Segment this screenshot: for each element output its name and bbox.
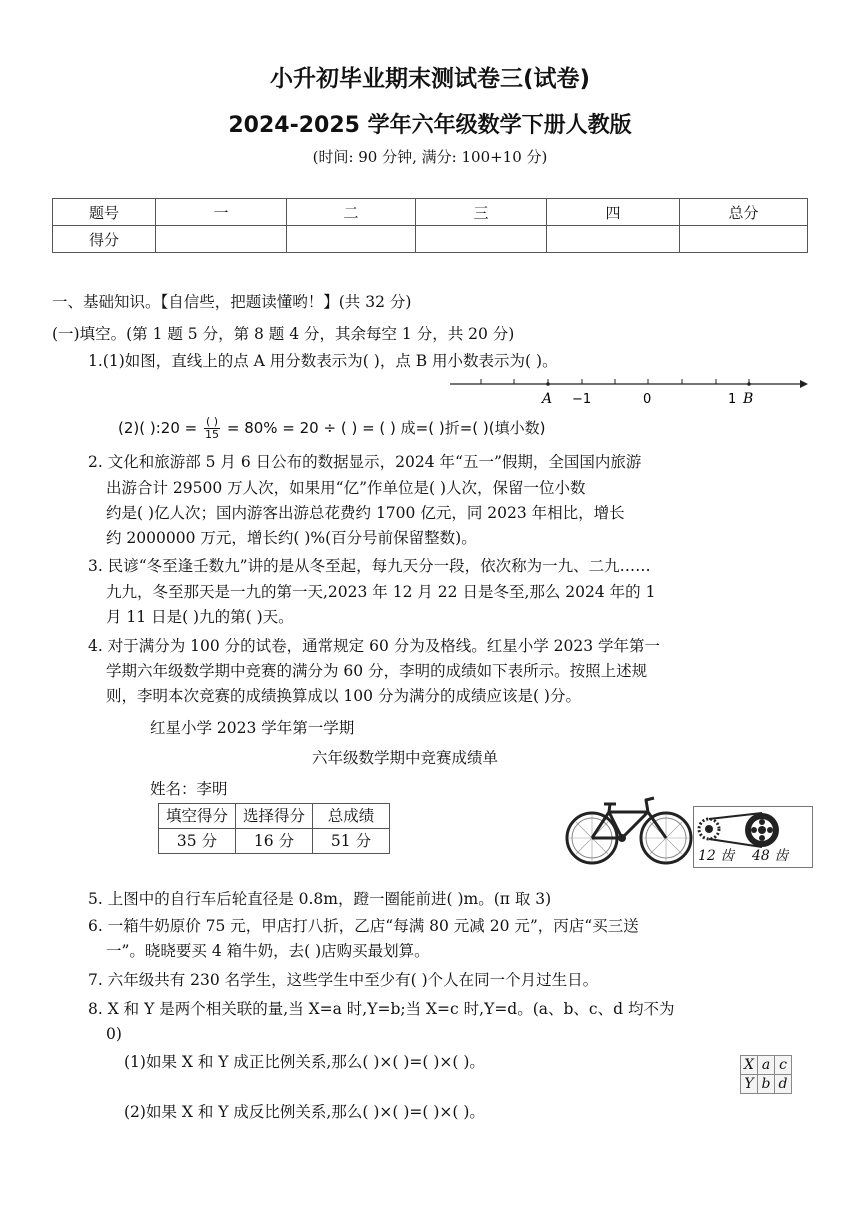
- q1-line2-pre: (2)( ):20 =: [118, 419, 198, 437]
- q2-line1: 2. 文化和旅游部 5 月 6 日公布的数据显示，2024 年“五一”假期，全国国内旅游: [88, 453, 642, 471]
- tick-label-1: 1: [728, 392, 737, 407]
- fraction: [204, 416, 220, 441]
- report-title: 六年级数学期中竞赛成绩单: [312, 749, 499, 767]
- q6-line2: 一”。晓晓要买 4 箱牛奶，去( )店购买最划算。: [106, 942, 430, 960]
- q4-line3: 则，李明本次竞赛的成绩换算成以 100 分为满分的成绩应该是( )分。: [106, 687, 581, 705]
- xy-row-y: [741, 1075, 792, 1094]
- score-input-cell[interactable]: [416, 226, 547, 253]
- score-cell: 一: [156, 199, 287, 226]
- score-input-cell[interactable]: [547, 226, 680, 253]
- xy-cell: b: [758, 1075, 775, 1094]
- q4-line1: 4. 对于满分为 100 分的试卷，通常规定 60 分为及格线。红星小学 2023 学年第一: [88, 637, 661, 655]
- xy-table: [740, 1055, 792, 1094]
- part1-heading: (一)填空。(第 1 题 5 分，第 8 题 4 分，其余每空 1 分，共 20 分): [52, 325, 515, 343]
- number-line-arrow: [800, 380, 808, 388]
- q2-line3: 约是( )亿人次；国内游客出游总花费约 1700 亿元，同 2023 年相比，增长: [106, 504, 625, 522]
- grade-table-value-row: [159, 829, 390, 854]
- grade-table-header-row: [159, 804, 390, 829]
- gear-diagram: [693, 806, 813, 868]
- fraction-numerator: ( ): [205, 415, 219, 428]
- gear-drawing: [694, 809, 812, 849]
- xy-row-x: [741, 1056, 792, 1075]
- point-b-label: B: [743, 391, 754, 407]
- q2-line2: 出游合计 29500 万人次，如果用“亿”作单位是( )人次，保留一位小数: [106, 479, 586, 497]
- score-cell: 得分: [53, 226, 156, 253]
- q1-line1: 1.(1)如图，直线上的点 A 用分数表示为( )，点 B 用小数表示为( )。: [88, 352, 558, 370]
- q1-line2-post: = 80% = 20 ÷ ( ) = ( ) 成=( )折=( )(填小数): [226, 419, 546, 437]
- q8-line1: 8. X 和 Y 是两个相关联的量,当 X=a 时,Y=b;当 X=c 时,Y=d。(a、b、c、d 均不为: [88, 1000, 675, 1018]
- point-a-label: A: [542, 391, 553, 407]
- score-input-cell[interactable]: [156, 226, 287, 253]
- grade-value-cell: 51 分: [313, 829, 390, 854]
- q8-sub2: (2)如果 X 和 Y 成反比例关系,那么( )×( )=( )×( )。: [124, 1103, 485, 1121]
- xy-cell: X: [741, 1056, 758, 1075]
- q8-sub1: (1)如果 X 和 Y 成正比例关系,那么( )×( )=( )×( )。: [124, 1053, 485, 1071]
- grade-table: [158, 803, 390, 854]
- tick-label-neg1: −1: [572, 392, 592, 407]
- grade-value-cell: 35 分: [159, 829, 236, 854]
- exam-info: (时间: 90 分钟, 满分: 100+10 分): [312, 148, 548, 166]
- tick-label-0: 0: [643, 392, 652, 407]
- grade-value-cell: 16 分: [236, 829, 313, 854]
- q5-text: 5. 上图中的自行车后轮直径是 0.8m，蹬一圈能前进( )m。(π 取 3): [88, 890, 552, 908]
- xy-cell: Y: [741, 1075, 758, 1094]
- score-input-cell[interactable]: [680, 226, 808, 253]
- score-cell: 题号: [53, 199, 156, 226]
- score-table: [52, 198, 808, 253]
- number-line: [444, 372, 814, 412]
- q1-line2: [118, 416, 545, 441]
- grade-header-cell: 总成绩: [313, 804, 390, 829]
- score-table-header-row: [53, 199, 808, 226]
- q3-line3: 月 11 日是( )九的第( )天。: [106, 608, 294, 626]
- xy-cell: d: [775, 1075, 792, 1094]
- q3-line1: 3. 民谚“冬至逢壬数九”讲的是从冬至起，每九天分一段，依次称为一九、二九……: [88, 557, 651, 575]
- gear-small-label: 12 齿: [698, 848, 735, 864]
- fraction-denominator: 15: [205, 428, 220, 441]
- score-cell: 总分: [680, 199, 808, 226]
- exam-title: 小升初毕业期末测试卷三(试卷): [269, 66, 591, 92]
- xy-cell: c: [775, 1056, 792, 1075]
- xy-cell: a: [758, 1056, 775, 1075]
- grade-header-cell: 选择得分: [236, 804, 313, 829]
- score-cell: 三: [416, 199, 547, 226]
- q4-line2: 学期六年级数学期中竞赛的满分为 60 分，李明的成绩如下表所示。按照上述规: [106, 662, 648, 680]
- q7-text: 7. 六年级共有 230 名学生，这些学生中至少有( )个人在同一个月过生日。: [88, 971, 599, 989]
- score-input-cell[interactable]: [287, 226, 416, 253]
- grade-header-cell: 填空得分: [159, 804, 236, 829]
- score-table-score-row: [53, 226, 808, 253]
- q6-line1: 6. 一箱牛奶原价 75 元，甲店打八折，乙店“每满 80 元减 20 元”，丙店“买三送: [88, 917, 639, 935]
- student-name: 姓名：李明: [150, 780, 228, 798]
- q3-line2: 九九，冬至那天是一九的第一天,2023 年 12 月 22 日是冬至,那么 2024 年的 1: [106, 583, 656, 601]
- score-cell: 四: [547, 199, 680, 226]
- score-cell: 二: [287, 199, 416, 226]
- q8-line2: 0): [106, 1025, 122, 1043]
- report-school: 红星小学 2023 学年第一学期: [150, 719, 355, 737]
- bicycle-image: [564, 790, 694, 866]
- q2-line4: 约 2000000 万元，增长约( )%(百分号前保留整数)。: [106, 529, 477, 547]
- gear-large-label: 48 齿: [752, 848, 789, 864]
- section1-heading: 一、基础知识。【自信些，把题读懂哟！】(共 32 分): [52, 293, 412, 311]
- exam-subtitle: 2024-2025 学年六年级数学下册人教版: [228, 113, 632, 138]
